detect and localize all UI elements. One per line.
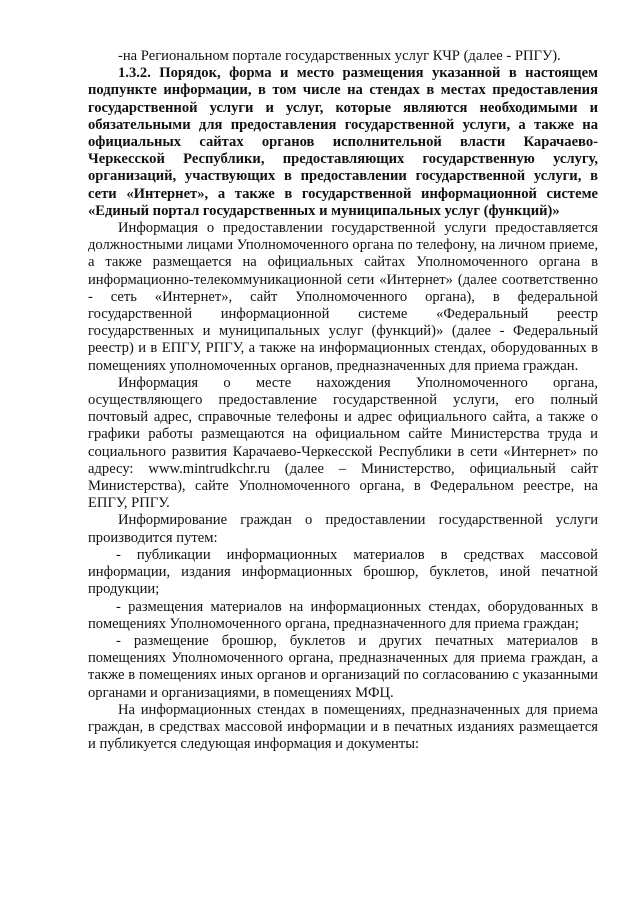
list-item-publications: - публикации информационных материалов в средствах массовой информации, издания информационных брошюр, буклетов, иной печатной продукции; (88, 546, 598, 598)
paragraph-stand-contents: На информационных стендах в помещениях, предназначенных для приема граждан, в средствах массовой информации и в печатных изданиях размещается и публикуется следующая информация и документы: (88, 701, 598, 753)
paragraph-info-provision: Информация о предоставлении государственной услуги предоставляется должностными лицами Уполномоченного органа по телефону, на личном приеме, а также размещается на официальных сайтах Уполномоченного органа в информационно-телекоммуникационной сети «Интернет» (далее соответственно - сеть «Интернет», сайт Уполномоченного органа), в федеральной государственной информационной системе «Федеральный реестр государственных и муниципальных услуг (функций)» (далее - Федеральный реестр) и в ЕПГУ, РПГУ, а также на информационных стендах, оборудованных в помещениях уполномоченных органов, предназначенных для приема граждан. (88, 220, 598, 374)
paragraph-rpgu: -на Региональном портале государственных услуг КЧР (далее - РПГУ). (118, 48, 561, 64)
list-item-brochures: - размещение брошюр, буклетов и других печатных материалов в помещениях Уполномоченного органа, предназначенных для приема граждан, а также в помещениях иных органов и организаций по согласованию с указанными органами и организациями, в помещениях МФЦ. (88, 632, 598, 701)
list-item-stands: - размещения материалов на информационных стендах, оборудованных в помещениях Уполномоченного органа, предназначенного для приема граждан; (88, 598, 598, 632)
paragraph-informing-methods: Информирование граждан о предоставлении государственной услуги производится путем: (88, 512, 598, 546)
paragraph-location-info: Информация о месте нахождения Уполномоченного органа, осуществляющего предоставление государственной услуги, его полный почтовый адрес, справочные телефоны и адрес официального сайта, а также о графики работы размещаются на официальном сайте Министерства труда и социального развития Карачаево-Черкесской Республики в сети «Интернет» по адресу: www.mintrudkchr.ru (далее – Министерство, официальный сайт Министерства), сайте Уполномоченного органа, в Федеральном реестре, на ЕПГУ, РПГУ. (88, 374, 598, 512)
section-heading-1-3-2: 1.3.2. Порядок, форма и место размещения указанной в настоящем подпункте информации, в том числе на стендах в местах предоставления государственной услуги и услуг, которые являются необходимыми и обязательными для предоставления государственной услуги, а также на официальных сайтах органов исполнительной власти Карачаево-Черкесской Республики, предоставляющих государственную услугу, организаций, участвующих в предоставлении государственной услуги, в сети «Интернет», а также в государственной информационной системе «Единый портал государственных и муниципальных услуг (функций)» (88, 65, 598, 219)
